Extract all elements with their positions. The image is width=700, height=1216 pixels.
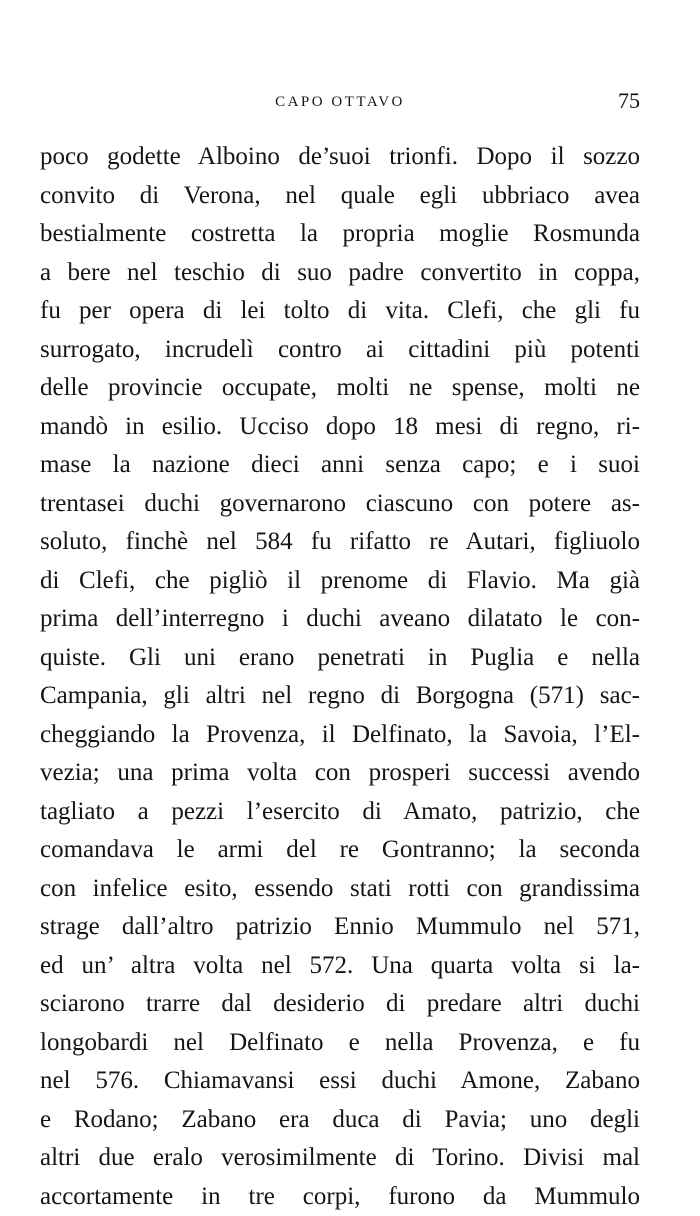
text-line: mase la nazione dieci anni senza capo; e i suoi — [40, 446, 640, 485]
text-line: accortamente in tre corpi, furono da Mummulo — [40, 1178, 640, 1216]
text-line: a bere nel teschio di suo padre convertito in coppa, — [40, 254, 640, 293]
page-number: 75 — [618, 88, 640, 114]
text-line: delle provincie occupate, molti ne spense, molti ne — [40, 369, 640, 408]
text-line: convito di Verona, nel quale egli ubbriaco avea — [40, 177, 640, 216]
text-line: longobardi nel Delfinato e nella Provenza, e fu — [40, 1024, 640, 1063]
text-line: tagliato a pezzi l’esercito di Amato, patrizio, che — [40, 793, 640, 832]
running-head — [40, 88, 640, 118]
text-line: ed un’ altra volta nel 572. Una quarta volta si la- — [40, 947, 640, 986]
text-line: prima dell’interregno i duchi aveano dilatato le con- — [40, 600, 640, 639]
text-line: altri due eralo verosimilmente di Torino. Divisi mal — [40, 1139, 640, 1178]
text-line: di Clefi, che pigliò il prenome di Flavio. Ma già — [40, 562, 640, 601]
text-line: nel 576. Chiamavansi essi duchi Amone, Zabano — [40, 1062, 640, 1101]
text-line: strage dall’altro patrizio Ennio Mummulo nel 571, — [40, 908, 640, 947]
text-line: fu per opera di lei tolto di vita. Clefi, che gli fu — [40, 292, 640, 331]
chapter-title: CAPO OTTAVO — [40, 94, 640, 111]
text-line: comandava le armi del re Gontranno; la seconda — [40, 831, 640, 870]
text-line: cheggiando la Provenza, il Delfinato, la Savoia, l’El- — [40, 716, 640, 755]
text-line: soluto, finchè nel 584 fu rifatto re Autari, figliuolo — [40, 523, 640, 562]
text-line: mandò in esilio. Ucciso dopo 18 mesi di regno, ri- — [40, 408, 640, 447]
text-line: quiste. Gli uni erano penetrati in Puglia e nella — [40, 639, 640, 678]
text-line: sciarono trarre dal desiderio di predare altri duchi — [40, 985, 640, 1024]
text-line: vezia; una prima volta con prosperi successi avendo — [40, 754, 640, 793]
text-line: e Rodano; Zabano era duca di Pavia; uno degli — [40, 1101, 640, 1140]
text-line: trentasei duchi governarono ciascuno con potere as- — [40, 485, 640, 524]
text-line: Campania, gli altri nel regno di Borgogna (571) sac- — [40, 677, 640, 716]
text-line: poco godette Alboino de’suoi trionfi. Dopo il sozzo — [40, 138, 640, 177]
text-line: surrogato, incrudelì contro ai cittadini più potenti — [40, 331, 640, 370]
text-line: con infelice esito, essendo stati rotti con grandissima — [40, 870, 640, 909]
text-line: bestialmente costretta la propria moglie Rosmunda — [40, 215, 640, 254]
body-text — [40, 138, 640, 1216]
